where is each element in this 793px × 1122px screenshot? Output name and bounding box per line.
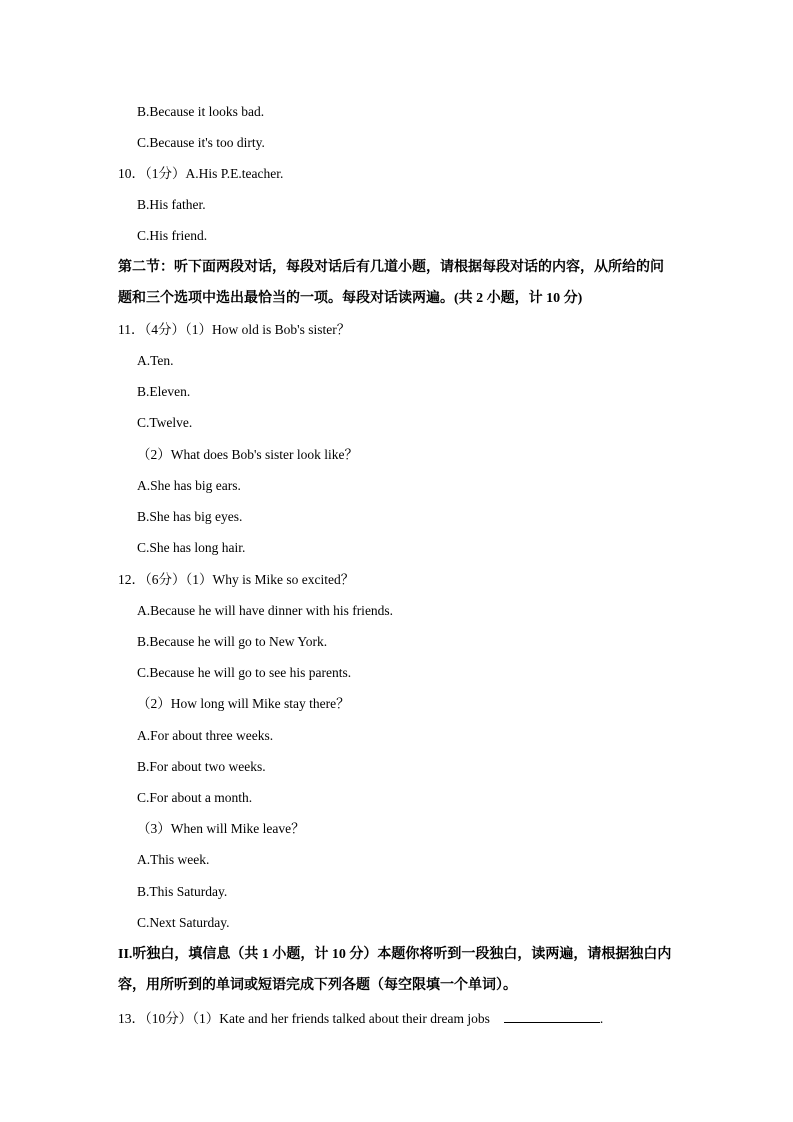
option-text: B.This Saturday.	[137, 884, 228, 899]
question-10: 10．（1分）A.His P.E.teacher.	[118, 166, 284, 181]
option-text: A.For about three weeks.	[137, 728, 274, 743]
option-text: B.She has big eyes.	[137, 509, 243, 524]
section-heading: 题和三个选项中选出最恰当的一项。每段对话读两遍。(共 2 小题，计 10 分)	[118, 291, 583, 306]
question-13-text: 13．（10分）（1）Kate and her friends talked about their dream jobs	[118, 1011, 490, 1026]
option-text: C.For about a month.	[137, 790, 253, 805]
option-text: A.Because he will have dinner with his friends.	[137, 603, 394, 618]
sub-question: （2）How long will Mike stay there？	[137, 696, 350, 711]
sub-question: （2）What does Bob's sister look like？	[137, 447, 359, 462]
option-text: B.His father.	[137, 197, 206, 212]
sub-question: （3）When will Mike leave？	[137, 821, 305, 836]
question-12: 12．（6分）（1）Why is Mike so excited？	[118, 572, 355, 587]
option-text: A.Ten.	[137, 353, 174, 368]
option-text: C.Because it's too dirty.	[137, 135, 265, 150]
section-heading: II.听独白，填信息（共 1 小题，计 10 分）本题你将听到一段独白，读两遍，请根据独白内	[118, 947, 672, 962]
option-text: C.His friend.	[137, 228, 208, 243]
period: .	[599, 1011, 604, 1026]
option-text: A.She has big ears.	[137, 478, 241, 493]
section-heading: 第二节：听下面两段对话，每段对话后有几道小题，请根据每段对话的内容，从所给的问	[118, 260, 664, 275]
answer-blank[interactable]	[504, 1008, 600, 1023]
question-13	[118, 1008, 603, 1028]
option-text: B.Eleven.	[137, 384, 191, 399]
option-text: A.This week.	[137, 852, 210, 867]
option-text: C.Next Saturday.	[137, 915, 230, 930]
option-text: C.Twelve.	[137, 415, 193, 430]
option-text: B.Because he will go to New York.	[137, 634, 328, 649]
option-text: B.For about two weeks.	[137, 759, 266, 774]
option-text: C.She has long hair.	[137, 540, 246, 555]
option-text: C.Because he will go to see his parents.	[137, 665, 352, 680]
question-11: 11．（4分）（1）How old is Bob's sister？	[118, 322, 351, 337]
section-heading: 容，用所听到的单词或短语完成下列各题（每空限填一个单词）。	[118, 978, 517, 993]
option-text: B.Because it looks bad.	[137, 104, 265, 119]
